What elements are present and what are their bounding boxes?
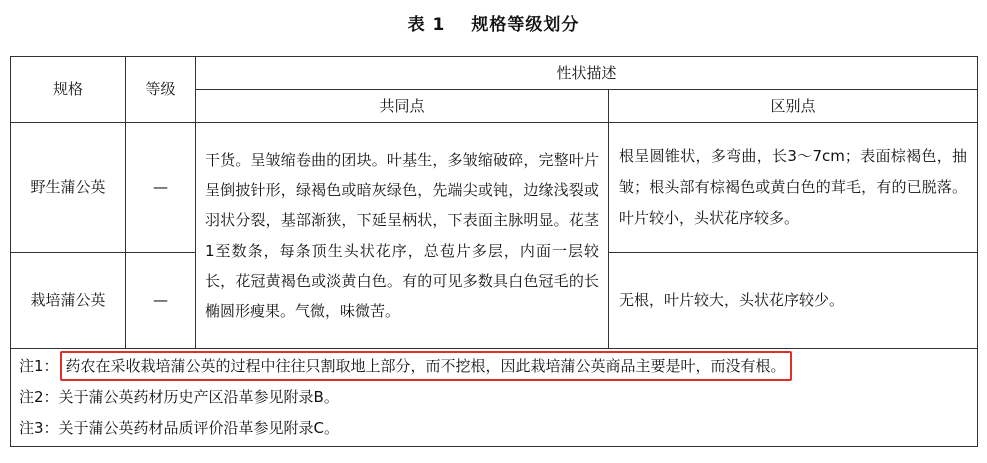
note-1 <box>19 351 969 382</box>
notes-cell <box>11 349 978 447</box>
note-label: 注2： <box>19 388 59 406</box>
note-text: 关于蒲公英药材品质评价沿革参见附录C。 <box>58 419 340 437</box>
note-label: 注1： <box>19 357 59 375</box>
header-grade: 等级 <box>126 57 196 123</box>
table-number: 表 1 <box>407 15 446 35</box>
note-3 <box>19 413 969 444</box>
row-spec-wild: 野生蒲公英 <box>11 123 126 253</box>
row-difference-cultivated: 无根，叶片较大，头状花序较少。 <box>609 253 978 349</box>
row-spec-cultivated: 栽培蒲公英 <box>11 253 126 349</box>
spec-grade-table <box>10 56 978 447</box>
row-grade-cultivated: — <box>126 253 196 349</box>
table-title-text: 规格等级划分 <box>471 15 580 35</box>
row-difference-wild: 根呈圆锥状，多弯曲，长3～7cm；表面棕褐色，抽皱；根头部有棕褐色或黄白色的茸毛，有的已脱落。叶片较小，头状花序较多。 <box>609 123 978 253</box>
highlighted-note-text: 药农在采收栽培蒲公英的过程中往往只割取地上部分，而不挖根，因此栽培蒲公英商品主要是叶，而没有根。 <box>60 351 792 381</box>
row-grade-wild: — <box>126 123 196 253</box>
note-2 <box>19 382 969 413</box>
note-label: 注3： <box>19 419 59 437</box>
note-text: 关于蒲公英药材历史产区沿革参见附录B。 <box>58 388 339 406</box>
header-common: 共同点 <box>196 90 609 123</box>
header-traits: 性状描述 <box>196 57 978 90</box>
table-title <box>0 10 987 35</box>
common-description: 干货。呈皱缩卷曲的团块。叶基生，多皱缩破碎，完整叶片呈倒披针形，绿褐色或暗灰绿色，先端尖或钝，边缘浅裂或羽状分裂，基部渐狭，下延呈柄状，下表面主脉明显。花茎1至数条，每条顶生头状花序，总苞片多层，内面一层较长，花冠黄褐色或淡黄白色。有的可见多数具白色冠毛的长椭圆形瘦果。气微，味微苦。 <box>196 123 609 349</box>
header-difference: 区别点 <box>609 90 978 123</box>
header-spec: 规格 <box>11 57 126 123</box>
